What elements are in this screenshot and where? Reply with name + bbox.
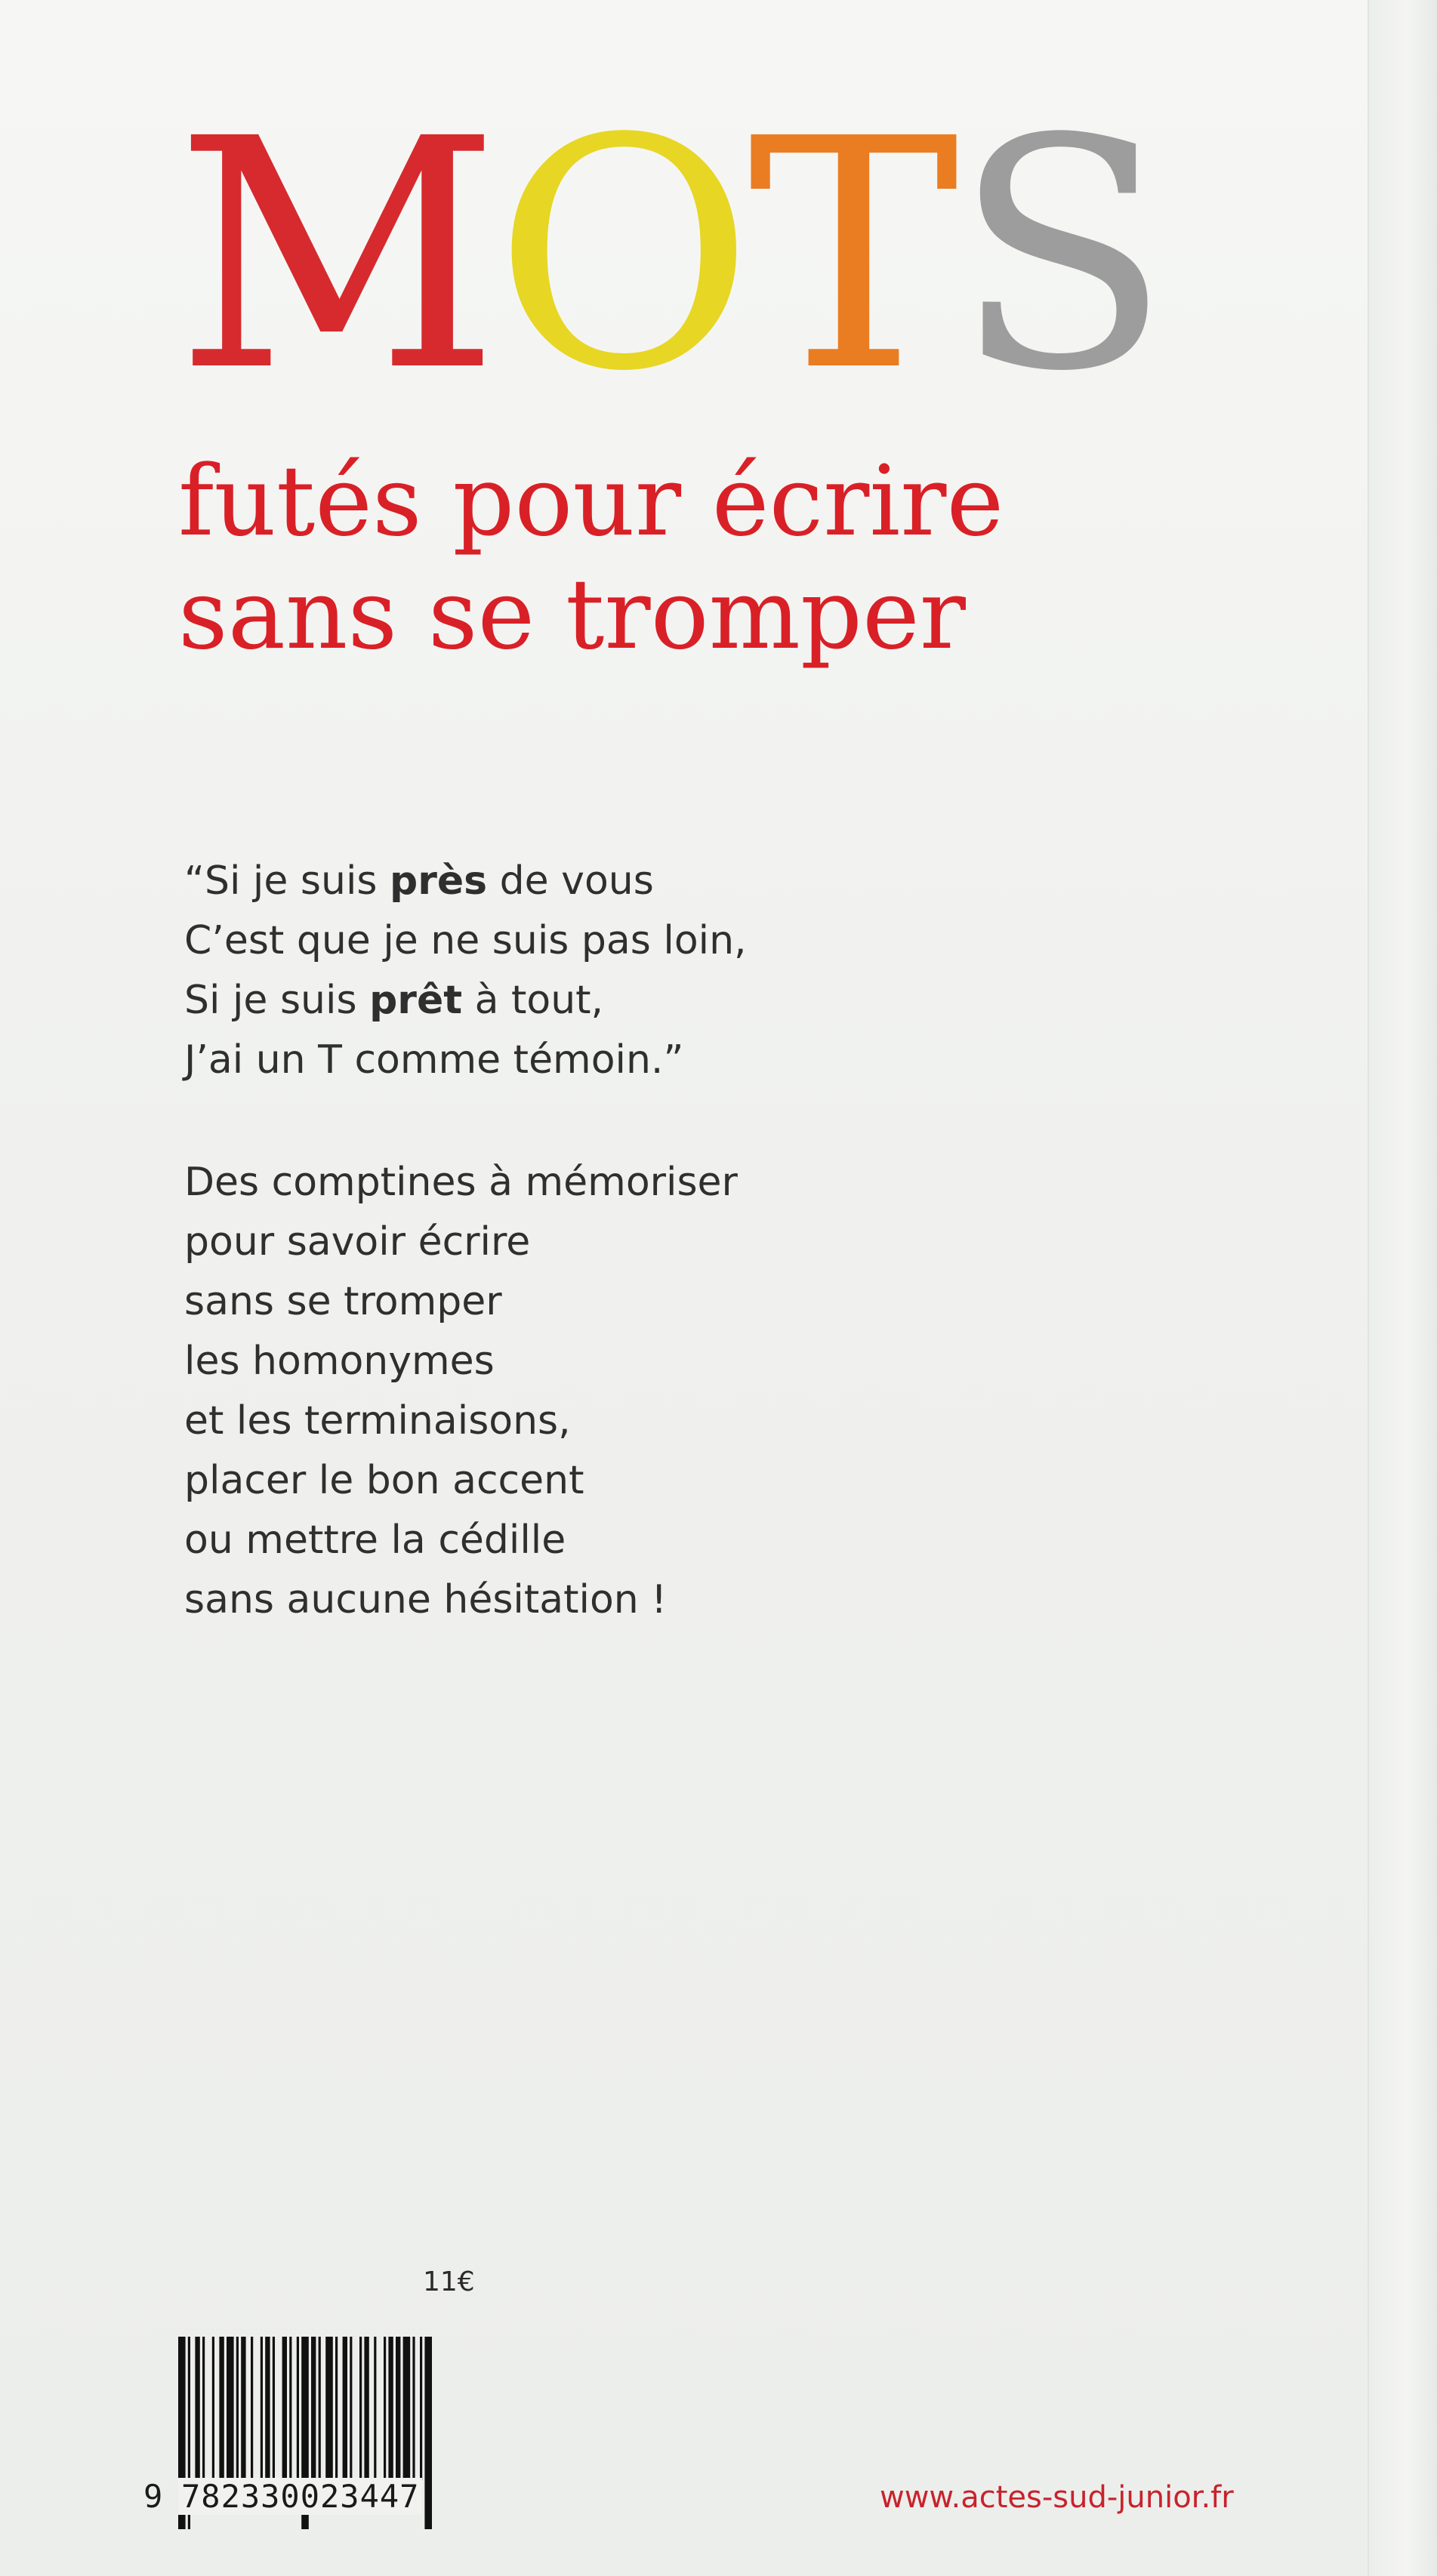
- barcode-bar: [319, 2337, 321, 2480]
- barcode-bar: [212, 2337, 214, 2480]
- title-letter-s: S: [953, 72, 1165, 441]
- book-spine-edge: [1368, 0, 1437, 2576]
- barcode-bar: [265, 2337, 270, 2480]
- barcode-bar: [195, 2337, 199, 2480]
- barcode-bar: [412, 2337, 415, 2480]
- isbn-number: [143, 2478, 491, 2520]
- description-line: ou mettre la cédille: [184, 1518, 566, 1563]
- barcode-bar: [311, 2337, 316, 2480]
- description-line: les homonymes: [184, 1339, 495, 1384]
- book-subtitle: [178, 445, 1250, 672]
- barcode-bar: [297, 2337, 299, 2480]
- subtitle-line-1: futés pour écrire: [178, 445, 1004, 558]
- barcode-bar: [420, 2337, 422, 2480]
- barcode-bar: [282, 2337, 287, 2480]
- barcode-bar: [364, 2337, 369, 2480]
- title-letter-t: T: [748, 72, 954, 441]
- price-label: 11€: [423, 2266, 475, 2297]
- isbn-first-digit: 9: [143, 2478, 163, 2515]
- title-letter-m: M: [175, 72, 495, 441]
- description-line: Des comptines à mémoriser: [184, 1160, 738, 1205]
- poem-line-1: “Si je suis près de vous: [184, 858, 654, 904]
- description-line: placer le bon accent: [184, 1458, 584, 1503]
- poem-line-4: J’ai un T comme témoin.”: [184, 1037, 684, 1083]
- barcode-bar: [403, 2337, 411, 2480]
- poem-excerpt: [184, 852, 864, 1090]
- barcode-bar: [227, 2337, 234, 2480]
- description-line: pour savoir écrire: [184, 1219, 531, 1265]
- barcode-bar: [388, 2337, 393, 2480]
- poem-bold-word-pret: prêt: [369, 978, 463, 1023]
- barcode-bar: [219, 2337, 224, 2480]
- barcode-bar: [325, 2337, 333, 2480]
- barcode-bar: [396, 2337, 400, 2480]
- barcode-bar: [343, 2337, 347, 2480]
- publisher-website: www.actes-sud-junior.fr: [880, 2480, 1234, 2515]
- barcode-bar: [350, 2337, 352, 2480]
- poem-line-2: C’est que je ne suis pas loin,: [184, 918, 747, 963]
- barcode-bar: [202, 2337, 205, 2480]
- description-line: sans se tromper: [184, 1279, 502, 1324]
- barcode-bar: [273, 2337, 275, 2480]
- description-line: et les terminaisons,: [184, 1398, 571, 1444]
- barcode-bar: [236, 2337, 239, 2480]
- barcode-bar: [241, 2337, 245, 2480]
- barcode-bar: [374, 2337, 376, 2480]
- poem-line-3: Si je suis prêt à tout,: [184, 978, 604, 1023]
- barcode-bar: [384, 2337, 386, 2480]
- barcode-bar: [359, 2337, 362, 2480]
- barcode-bar: [251, 2337, 253, 2480]
- subtitle-line-2: sans se tromper: [178, 559, 966, 671]
- isbn-digits: 782330023447: [178, 2478, 422, 2515]
- title-letter-o: O: [494, 72, 748, 441]
- poem-bold-word-pres: près: [390, 858, 488, 904]
- book-description: [184, 1153, 864, 1630]
- book-title: [175, 72, 1308, 441]
- barcode-bar: [335, 2337, 338, 2480]
- barcode-bar: [289, 2337, 291, 2480]
- barcode-bar: [261, 2337, 263, 2480]
- description-line: sans aucune hésitation !: [184, 1577, 668, 1622]
